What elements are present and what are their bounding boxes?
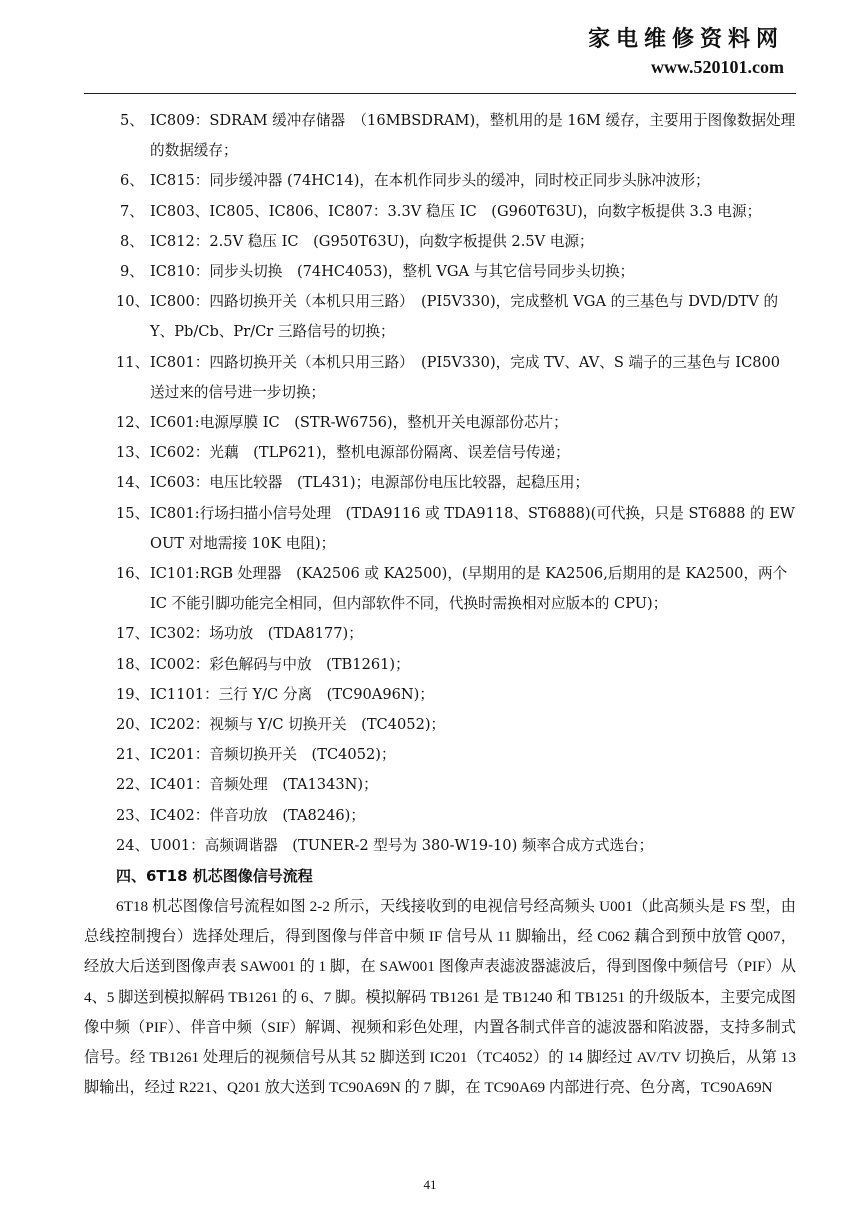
item-number: 21、	[116, 746, 150, 764]
item-text: IC101:RGB 处理器 (KA2506 或 KA2500)，(早期用的是 KA2506,后期用的是 KA2500，两个 IC 不能引脚功能完全相同，但内部软件不同，代换时需换相对应版本的 CPU)；	[150, 565, 788, 613]
header-divider	[84, 93, 796, 94]
item-number: 8、	[120, 232, 144, 250]
list-item	[84, 257, 796, 287]
item-number: 13、	[116, 444, 150, 462]
item-number: 12、	[116, 414, 150, 432]
item-text: IC002：彩色解码与中放 (TB1261)；	[150, 655, 410, 673]
list-item	[84, 680, 796, 710]
list-item	[84, 166, 796, 196]
item-text: IC800：四路切换开关（本机只用三路） (PI5V330)，完成整机 VGA 的三基色与 DVD/DTV 的 Y、Pb/Cb、Pr/Cr 三路信号的切换；	[150, 293, 779, 341]
list-item	[84, 348, 796, 408]
list-item	[84, 408, 796, 438]
item-text: IC812：2.5V 稳压 IC (G950T63U)，向数字板提供 2.5V 电源；	[150, 232, 594, 250]
item-text: IC1101：三行 Y/C 分离 (TC90A96N)；	[150, 685, 434, 703]
item-number: 24、	[116, 836, 150, 854]
item-text: IC803、IC805、IC806、IC807：3.3V 稳压 IC (G960T63U)，向数字板提供 3.3 电源；	[150, 202, 762, 220]
list-item	[84, 438, 796, 468]
list-item	[84, 831, 796, 861]
list-item	[84, 197, 796, 227]
brand-name: 家电维修资料网	[587, 26, 784, 52]
list-item	[84, 740, 796, 770]
item-number: 18、	[116, 655, 150, 673]
item-number: 22、	[116, 776, 150, 794]
brand-url: www.520101.com	[651, 57, 784, 77]
list-item	[84, 227, 796, 257]
list-item	[84, 468, 796, 498]
list-item	[84, 619, 796, 649]
list-item	[84, 287, 796, 347]
item-text: IC603：电压比较器 (TL431)；电源部份电压比较器，起稳压用；	[150, 474, 590, 492]
list-item	[84, 710, 796, 740]
item-text: IC601:电源厚膜 IC (STR-W6756)，整机开关电源部份芯片；	[150, 414, 568, 432]
page-content	[84, 106, 796, 1104]
item-number: 10、	[116, 293, 150, 311]
item-number: 7、	[120, 202, 144, 220]
site-brand	[588, 26, 784, 78]
item-number: 19、	[116, 685, 150, 703]
item-text: IC201：音频切换开关 (TC4052)；	[150, 746, 396, 764]
item-text: IC810：同步头切换 (74HC4053)，整机 VGA 与其它信号同步头切换；	[150, 263, 635, 281]
item-text: IC801：四路切换开关（本机只用三路） (PI5V330)，完成 TV、AV、S 端子的三基色与 IC800 送过来的信号进一步切换；	[150, 353, 781, 401]
item-number: 15、	[116, 504, 150, 522]
item-number: 23、	[116, 806, 150, 824]
item-text: IC602：光藕 (TLP621)，整机电源部份隔离、误差信号传递；	[150, 444, 570, 462]
item-number: 20、	[116, 716, 150, 734]
item-text: U001：高频调谐器 (TUNER-2 型号为 380-W19-10) 频率合成方式选台；	[150, 836, 654, 854]
item-number: 14、	[116, 474, 150, 492]
list-item	[84, 770, 796, 800]
item-text: IC401：音频处理 (TA1343N)；	[150, 776, 378, 794]
item-number: 11、	[116, 353, 150, 371]
item-text: IC302：场功放 (TDA8177)；	[150, 625, 363, 643]
item-text: IC809：SDRAM 缓冲存储器 （16MBSDRAM)，整机用的是 16M 缓存，主要用于图像数据处理的数据缓存；	[150, 112, 796, 160]
item-text: IC801:行场扫描小信号处理 (TDA9116 或 TDA9118、ST6888)(可代换，只是 ST6888 的 EW OUT 对地需接 10K 电阻)；	[150, 504, 795, 552]
item-text: IC815：同步缓冲器 (74HC14)，在本机作同步头的缓冲，同时校正同步头脉冲波形；	[150, 172, 710, 190]
section-heading: 四、6T18 机芯图像信号流程	[116, 867, 313, 886]
ic-list	[84, 106, 796, 861]
item-number: 6、	[120, 172, 144, 190]
item-number: 16、	[116, 565, 150, 583]
list-item	[84, 801, 796, 831]
item-text: IC402：伴音功放 (TA8246)；	[150, 806, 365, 824]
item-text: IC202：视频与 Y/C 切换开关 (TC4052)；	[150, 716, 446, 734]
list-item	[84, 106, 796, 166]
list-item	[84, 559, 796, 619]
list-item	[84, 499, 796, 559]
page-number: 41	[423, 1177, 437, 1192]
list-item	[84, 650, 796, 680]
item-number: 9、	[120, 263, 144, 281]
item-number: 17、	[116, 625, 150, 643]
item-number: 5、	[120, 112, 144, 129]
body-paragraph: 6T18 机芯图像信号流程如图 2-2 所示，天线接收到的电视信号经高频头 U001（此高频头是 FS 型，由总线控制搜台）选择处理后，得到图像与伴音中频 IF 信号从 11 脚输出，经 C062 藕合到预中放管 Q007，经放大后送到图像声表 SAW001 的 1 脚，在 SAW001 图像声表滤波器滤波后，得到图像中频信号（PIF）从 4、5 脚送到模拟解码 TB1261 的 6、7 脚。模拟解码 TB1261 是 TB1240 和 TB1251 的升级版本，主要完成图像中频（PIF）、伴音中频（SIF）解调、视频和彩色处理，内置各制式伴音的滤波器和陷波器，支持多制式信号。经 TB1261 处理后的视频信号从其 52 脚送到 IC201（TC4052）的 14 脚经过 AV/TV 切换后，从第 13 脚输出，经过 R221、Q201 放大送到 TC90A69N 的 7 脚，在 TC90A69 内部进行亮、色分离，TC90A69N	[84, 898, 796, 1097]
